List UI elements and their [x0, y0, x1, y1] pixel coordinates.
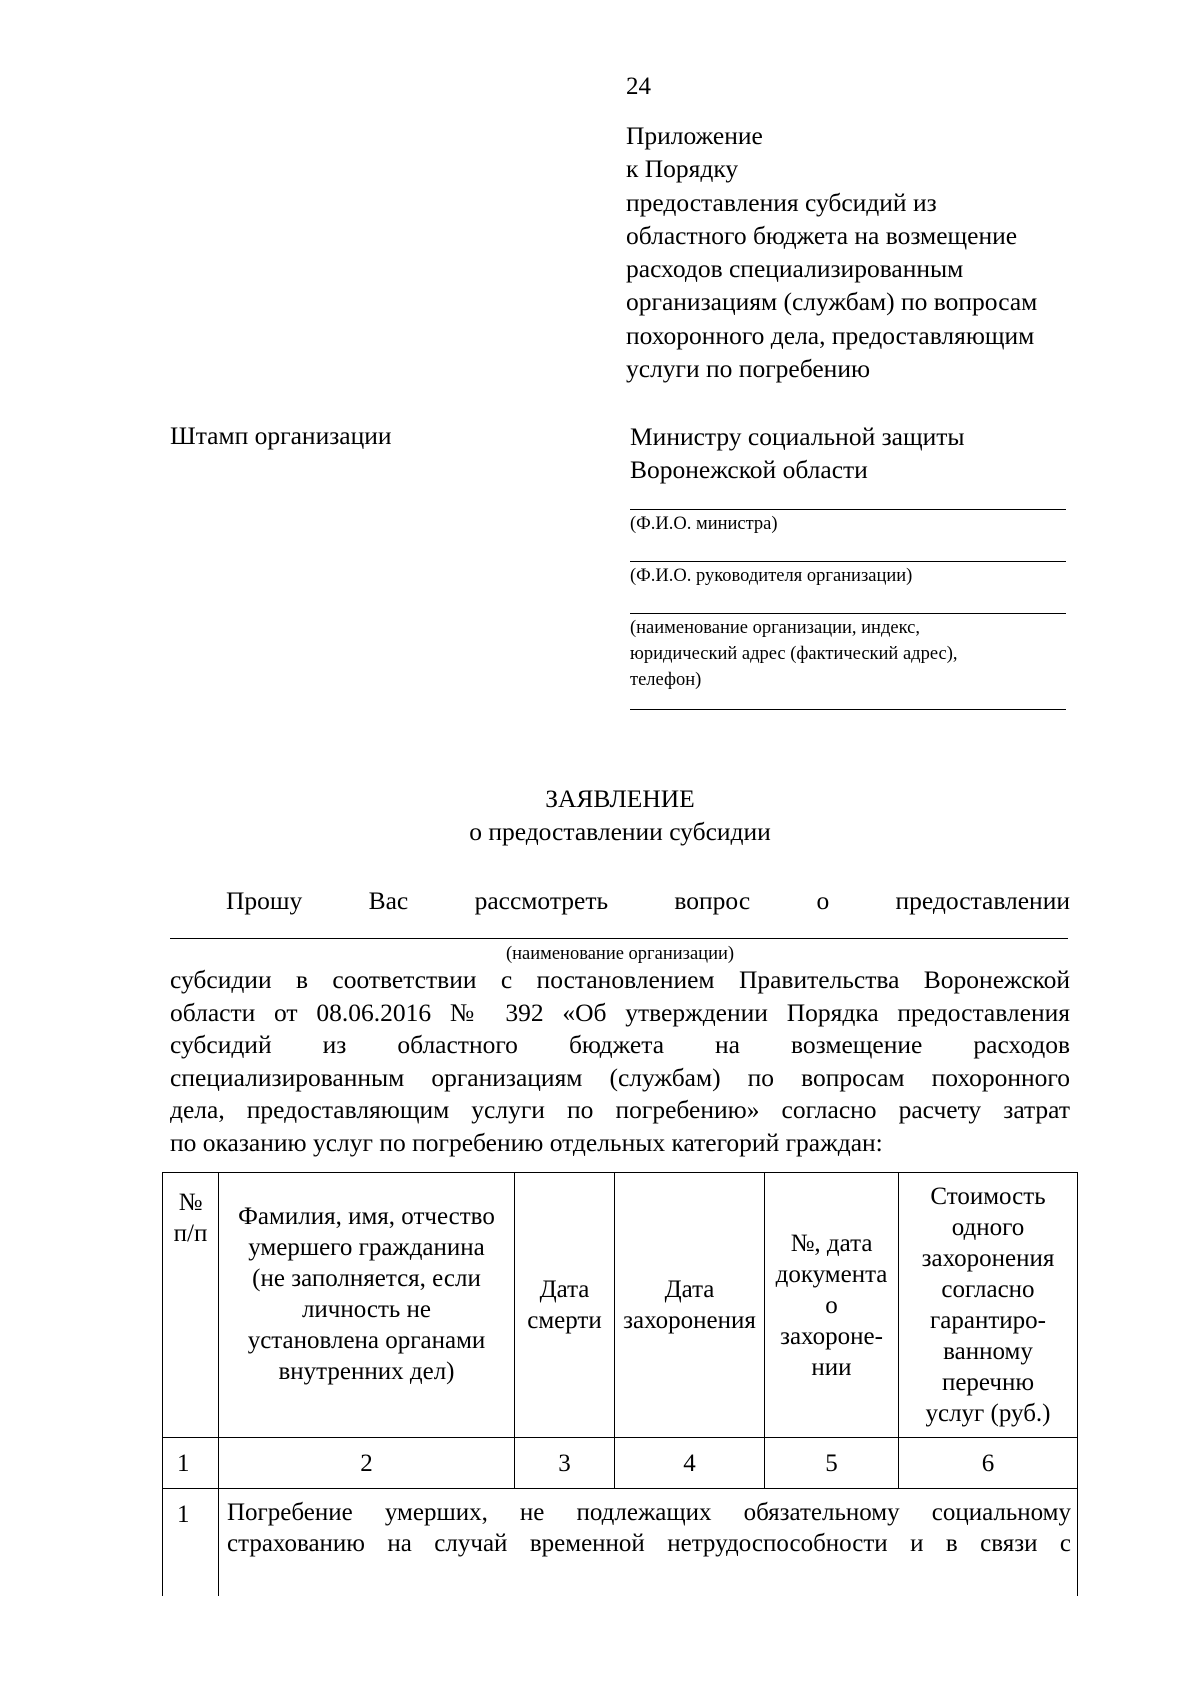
- section-number-cell: 1: [163, 1489, 219, 1597]
- addressee-block: [630, 420, 1070, 486]
- request-line: [170, 884, 1070, 917]
- request-word: Вас: [368, 886, 409, 915]
- header-cell-cost: Стоимость одного захоронения согласно гарантиро- ванному перечню услуг (руб.): [899, 1173, 1078, 1438]
- head-name-caption: (Ф.И.О. руководителя организации): [630, 566, 913, 586]
- document-title: [0, 782, 1200, 848]
- header-cell-death-date: Дата смерти: [515, 1173, 615, 1438]
- request-word: о: [816, 886, 830, 915]
- appendix-line: услуги по погребению: [626, 354, 871, 384]
- column-number-row: [163, 1438, 1078, 1489]
- organization-name-caption: (наименование организации): [505, 944, 735, 964]
- request-word: Прошу: [226, 886, 303, 915]
- minister-name-line[interactable]: [630, 509, 1066, 510]
- section-line: страхованию на случай временной нетрудоспособности и в связи с: [227, 1530, 1071, 1557]
- request-body: [170, 964, 1070, 1159]
- addressee-line: Воронежской области: [630, 455, 868, 484]
- body-line: субсидии в соответствии с постановлением Правительства Воронежской: [170, 965, 1070, 994]
- column-number-cell: 5: [765, 1438, 899, 1489]
- header-cell-document: №, дата документа о захороне- нии: [765, 1173, 899, 1438]
- column-number-cell: 4: [615, 1438, 765, 1489]
- appendix-line: организациям (службам) по вопросам: [626, 287, 1038, 317]
- addressee-line: Министру социальной защиты: [630, 422, 965, 451]
- title-sub: о предоставлении субсидии: [469, 817, 771, 846]
- organization-stamp-label: Штамп организации: [170, 421, 392, 450]
- head-name-line[interactable]: [630, 561, 1066, 562]
- request-word: вопрос: [674, 886, 751, 915]
- body-line: дела, предоставляющим услуги по погребению» согласно расчету затрат: [170, 1095, 1070, 1124]
- appendix-line: расходов специализированным: [626, 254, 964, 284]
- appendix-line: областного бюджета на возмещение: [626, 220, 1018, 250]
- header-cell-burial-date: Дата захоронения: [615, 1173, 765, 1438]
- header-cell-number: № п/п: [163, 1173, 219, 1438]
- appendix-line: предоставления субсидий из: [626, 187, 937, 217]
- body-line: области от 08.06.2016 № 392 «Об утверждении Порядка предоставления: [170, 997, 1070, 1027]
- body-line: субсидий из областного бюджета на возмещение расходов: [170, 1030, 1070, 1059]
- title-main: ЗАЯВЛЕНИЕ: [545, 784, 695, 813]
- caption-line: (наименование организации, индекс,: [630, 618, 920, 638]
- minister-name-caption: (Ф.И.О. министра): [630, 514, 778, 534]
- appendix-line: к Порядку: [626, 154, 739, 184]
- caption-line: юридический адрес (фактический адрес),: [630, 644, 958, 664]
- column-number-cell: 2: [219, 1438, 515, 1489]
- section-title-cell: [219, 1489, 1078, 1597]
- request-word: рассмотреть: [474, 886, 609, 915]
- column-number-cell: 1: [163, 1438, 219, 1489]
- table-row: [163, 1489, 1078, 1597]
- burial-costs-table: [162, 1172, 1078, 1596]
- caption-line: телефон): [630, 670, 702, 690]
- page-number: 24: [626, 73, 651, 100]
- organization-details-line[interactable]: [630, 613, 1066, 614]
- appendix-header: [626, 119, 1126, 385]
- table-header-row: [163, 1173, 1078, 1438]
- request-word: предоставлении: [895, 886, 1070, 915]
- body-line: специализированным организациям (службам) по вопросам похоронного: [170, 1062, 1070, 1092]
- body-line: по оказанию услуг по погребению отдельных категорий граждан:: [170, 1127, 883, 1157]
- organization-details-caption: [630, 615, 1070, 693]
- organization-name-line[interactable]: [170, 938, 1068, 939]
- organization-details-line-2[interactable]: [630, 709, 1066, 710]
- appendix-line: Приложение: [626, 121, 763, 150]
- header-cell-full-name: Фамилия, имя, отчество умершего гражданина (не заполняется, если личность не установлена органами внутренних дел): [219, 1173, 515, 1438]
- appendix-line: похоронного дела, предоставляющим: [626, 320, 1035, 350]
- column-number-cell: 3: [515, 1438, 615, 1489]
- column-number-cell: 6: [899, 1438, 1078, 1489]
- section-line: Погребение умерших, не подлежащих обязательному социальному: [227, 1499, 1071, 1526]
